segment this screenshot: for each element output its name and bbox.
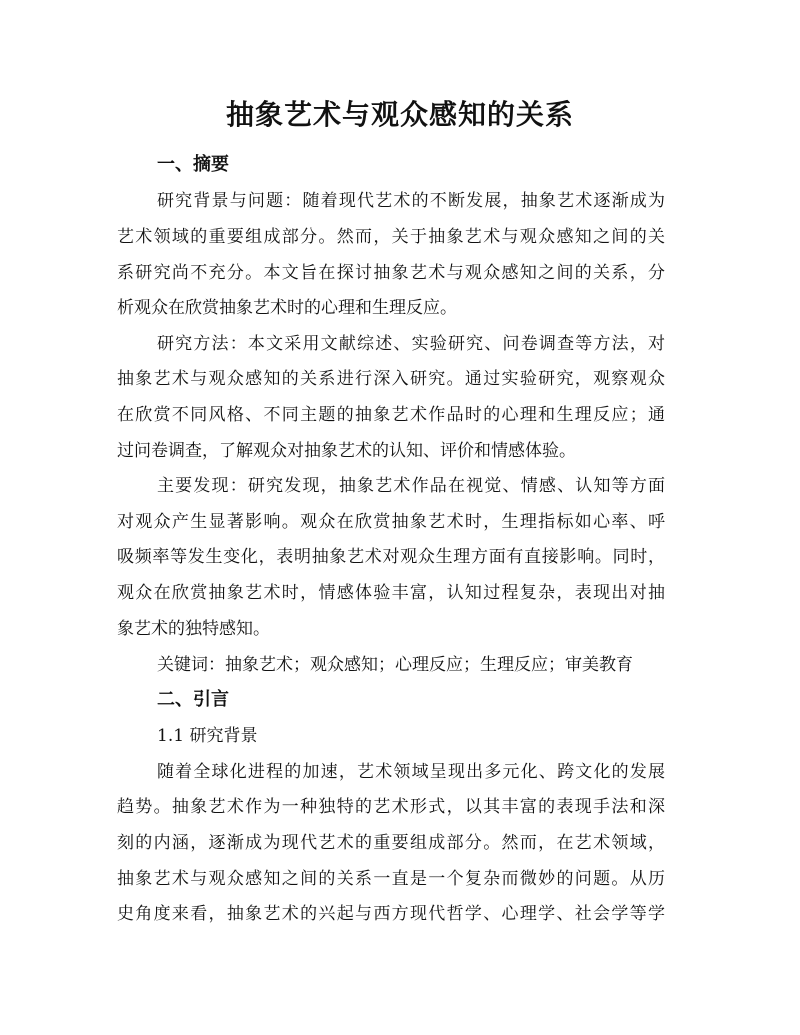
abstract-p3-line2: 对观众产生显著影响。观众在欣赏抽象艺术时，生理指标如心率、呼	[117, 512, 665, 532]
abstract-p1-line3: 系研究尚不充分。本文旨在探讨抽象艺术与观众感知之间的关系，分	[117, 263, 665, 283]
intro-line1: 随着全球化进程的加速，艺术领域呈现出多元化、跨文化的发展	[157, 762, 665, 782]
abstract-p2-line3: 在欣赏不同风格、不同主题的抽象艺术作品时的心理和生理反应；通	[117, 405, 665, 425]
document-title: 抽象艺术与观众感知的关系	[225, 98, 574, 131]
abstract-p3-line5: 象艺术的独特感知。	[117, 619, 270, 639]
section-heading-intro: 二、引言	[157, 689, 229, 710]
abstract-p2-line2: 抽象艺术与观众感知的关系进行深入研究。通过实验研究，观察观众	[117, 369, 665, 389]
keywords-line: 关键词：抽象艺术；观众感知；心理反应；生理反应；审美教育	[157, 655, 633, 675]
intro-line4: 抽象艺术与观众感知之间的关系一直是一个复杂而微妙的问题。从历	[117, 869, 665, 889]
abstract-p2-line1: 研究方法：本文采用文献综述、实验研究、问卷调查等方法，对	[157, 334, 665, 354]
abstract-p2-line4: 过问卷调查，了解观众对抽象艺术的认知、评价和情感体验。	[117, 441, 576, 461]
intro-line5: 史角度来看，抽象艺术的兴起与西方现代哲学、心理学、社会学等学	[117, 904, 665, 924]
abstract-p1-line2: 艺术领域的重要组成部分。然而，关于抽象艺术与观众感知之间的关	[117, 227, 665, 247]
abstract-p1-line1: 研究背景与问题：随着现代艺术的不断发展，抽象艺术逐渐成为	[157, 191, 665, 211]
intro-line2: 趋势。抽象艺术作为一种独特的艺术形式，以其丰富的表现手法和深	[117, 797, 665, 817]
intro-line3: 刻的内涵，逐渐成为现代艺术的重要组成部分。然而，在艺术领域，	[117, 833, 665, 853]
subsection-heading-1-1: 1.1 研究背景	[157, 726, 258, 746]
abstract-p1-line4: 析观众在欣赏抽象艺术时的心理和生理反应。	[117, 298, 457, 318]
abstract-p3-line1: 主要发现：研究发现，抽象艺术作品在视觉、情感、认知等方面	[157, 476, 665, 496]
section-heading-abstract: 一、摘要	[157, 154, 229, 175]
abstract-p3-line4: 观众在欣赏抽象艺术时，情感体验丰富，认知过程复杂，表现出对抽	[117, 583, 665, 603]
abstract-p3-line3: 吸频率等发生变化，表明抽象艺术对观众生理方面有直接影响。同时，	[117, 547, 665, 567]
